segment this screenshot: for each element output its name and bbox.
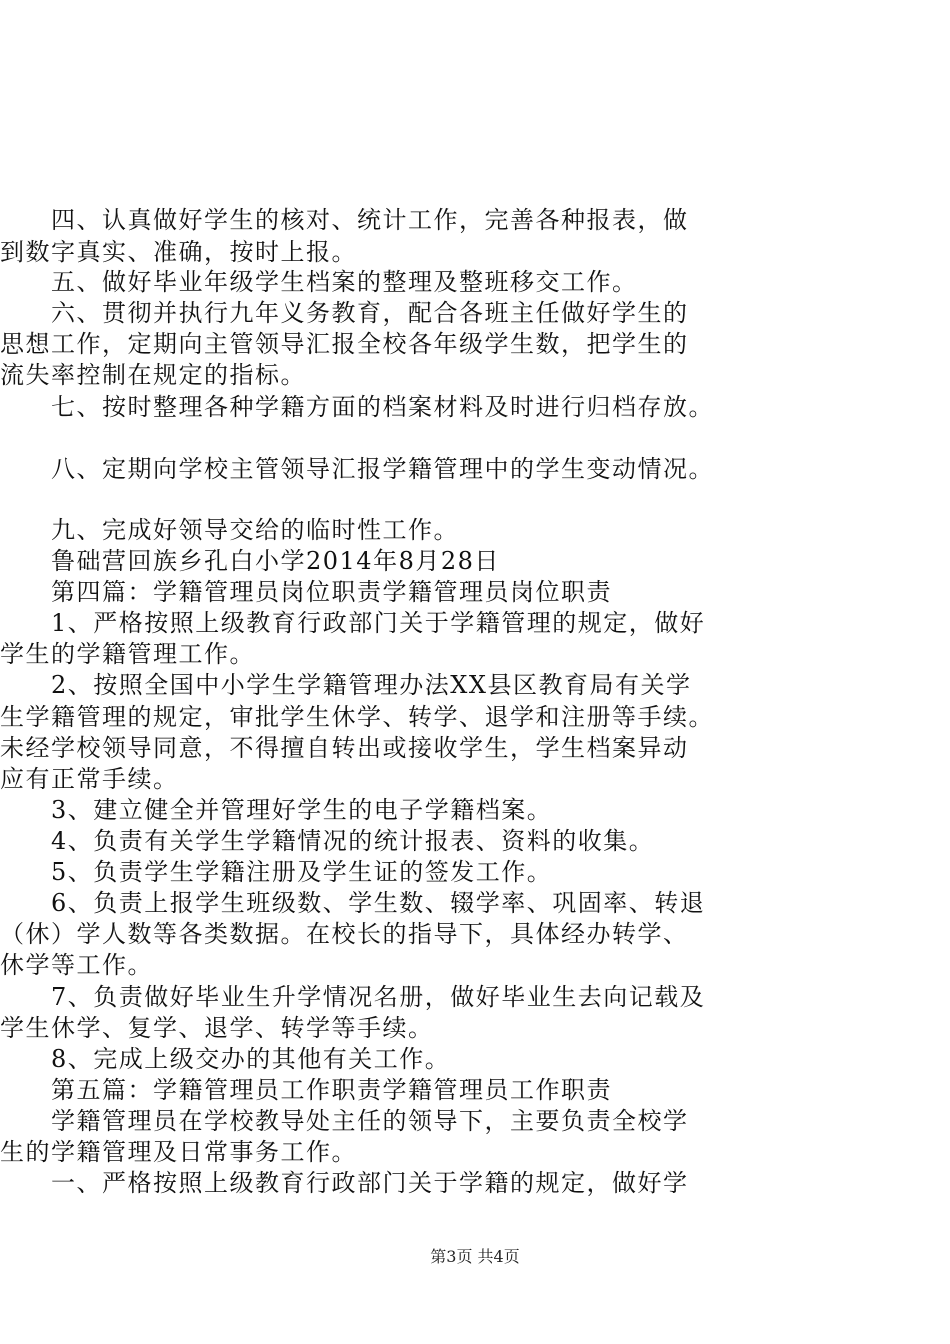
text-line: 3、建立健全并管理好学生的电子学籍档案。	[0, 796, 553, 824]
text-line: 生学籍管理的规定，审批学生休学、转学、退学和注册等手续。	[0, 703, 714, 731]
text-line: 到数字真实、准确，按时上报。	[0, 238, 357, 266]
text-line: 1、严格按照上级教育行政部门关于学籍管理的规定，做好	[0, 609, 706, 637]
text-line: 生的学籍管理及日常事务工作。	[0, 1138, 357, 1166]
text-line: 6、负责上报学生班级数、学生数、辍学率、巩固率、转退	[0, 889, 706, 917]
text-line: 六、贯彻并执行九年义务教育，配合各班主任做好学生的	[0, 299, 689, 327]
text-line: 休学等工作。	[0, 951, 153, 979]
text-line: 流失率控制在规定的指标。	[0, 361, 306, 389]
text-line: 8、完成上级交办的其他有关工作。	[0, 1045, 451, 1073]
text-line: 应有正常手续。	[0, 765, 179, 793]
text-line: 一、严格按照上级教育行政部门关于学籍的规定，做好学	[0, 1169, 689, 1197]
text-line: 鲁础营回族乡孔白小学2014年8月28日	[0, 547, 500, 575]
text-line: 七、按时整理各种学籍方面的档案材料及时进行归档存放。	[0, 393, 714, 421]
text-line: 四、认真做好学生的核对、统计工作，完善各种报表，做	[0, 206, 689, 234]
text-line: 未经学校领导同意，不得擅自转出或接收学生，学生档案异动	[0, 734, 689, 762]
text-line: 学生休学、复学、退学、转学等手续。	[0, 1014, 434, 1042]
text-line: 思想工作，定期向主管领导汇报全校各年级学生数，把学生的	[0, 330, 689, 358]
page-footer: 第3页 共4页	[430, 1247, 520, 1266]
section-heading: 第五篇：学籍管理员工作职责学籍管理员工作职责	[0, 1076, 612, 1104]
text-line: 九、完成好领导交给的临时性工作。	[0, 516, 459, 544]
text-line: 学生的学籍管理工作。	[0, 640, 255, 668]
text-line: 八、定期向学校主管领导汇报学籍管理中的学生变动情况。	[0, 455, 714, 483]
text-line: 7、负责做好毕业生升学情况名册，做好毕业生去向记载及	[0, 983, 706, 1011]
text-line: 4、负责有关学生学籍情况的统计报表、资料的收集。	[0, 827, 655, 855]
text-line: 五、做好毕业年级学生档案的整理及整班移交工作。	[0, 268, 638, 296]
text-line: （休）学人数等各类数据。在校长的指导下，具体经办转学、	[0, 920, 689, 948]
text-line: 2、按照全国中小学生学籍管理办法XX县区教育局有关学	[0, 671, 692, 699]
text-line: 5、负责学生学籍注册及学生证的签发工作。	[0, 858, 553, 886]
text-line: 学籍管理员在学校教导处主任的领导下，主要负责全校学	[0, 1107, 689, 1135]
section-heading: 第四篇：学籍管理员岗位职责学籍管理员岗位职责	[0, 578, 612, 606]
